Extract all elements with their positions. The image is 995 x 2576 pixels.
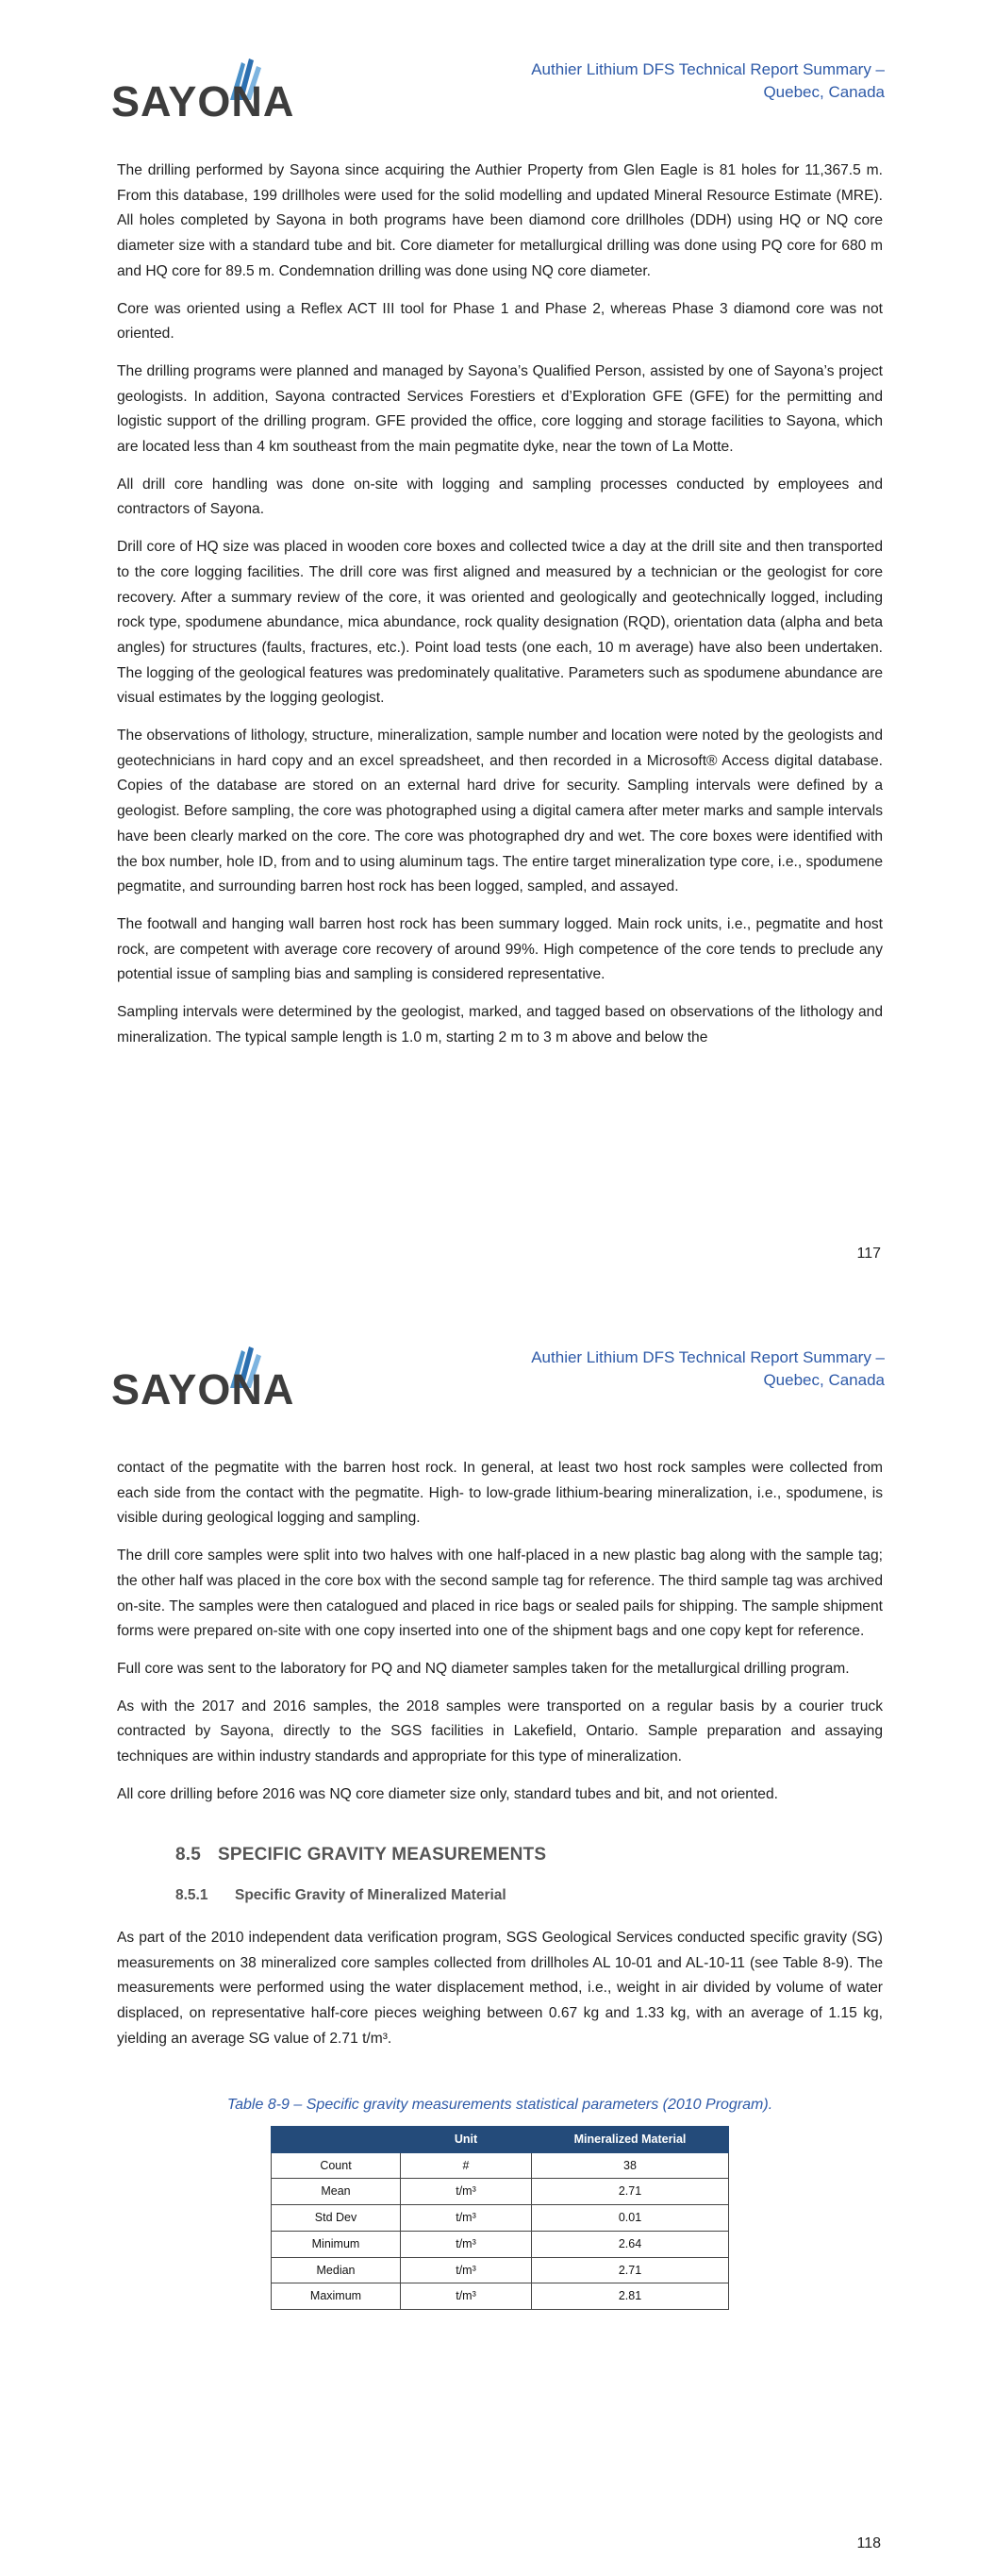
table-cell: Mean bbox=[272, 2179, 401, 2205]
paragraph: The footwall and hanging wall barren host rock has been summary logged. Main rock units, i.e., pegmatite and host rock, are competent with average core recovery of around 99%. High competence of the core tends to preclude any potential issue of sampling bias and sampling is considered representative. bbox=[117, 915, 883, 983]
table-cell: 2.81 bbox=[532, 2283, 729, 2310]
table-cell: t/m³ bbox=[401, 2179, 532, 2205]
table-header-cell: Mineralized Material bbox=[532, 2127, 729, 2153]
table-cell: t/m³ bbox=[401, 2231, 532, 2257]
paragraph: The drill core samples were split into two halves with one half-placed in a new plastic bag along with the sample tag; the other half was placed in the core box with the second sample tag for reference. The third sample tag was archived on-site. The samples were then catalogued and placed in rice bags or sealed pails for shipping. The sample shipment forms were prepared on-site with one copy inserted into one of the shipment bags and one copy kept for reference. bbox=[117, 1547, 883, 1640]
paragraph: As part of the 2010 independent data verification program, SGS Geological Services conducted specific gravity (SG) measurements on 38 mineralized core samples collected from drillholes AL 10-01 and AL-10-11 (see Table 8-9). The measurements were performed using the water displacement method, i.e., weight in air divided by volume of water displaced, on representative half-core pieces weighing between 0.67 kg and 1.33 kg, with an average of 1.15 kg, yielding an average SG value of 2.71 t/m³. bbox=[117, 1929, 883, 2047]
report-title: Authier Lithium DFS Technical Report Summary – Quebec, Canada bbox=[531, 60, 885, 101]
table-caption: Table 8-9 – Specific gravity measurements statistical parameters (2010 Program). bbox=[226, 2097, 773, 2114]
logo-text: SAYONA bbox=[111, 77, 295, 125]
table-cell: Maximum bbox=[272, 2283, 401, 2310]
table-row bbox=[272, 2283, 729, 2310]
table-cell: 2.71 bbox=[532, 2257, 729, 2283]
table-header-cell: Unit bbox=[401, 2127, 532, 2153]
page-body bbox=[117, 1456, 883, 2310]
table-row bbox=[272, 2205, 729, 2232]
paragraph: The drilling performed by Sayona since acquiring the Authier Property from Glen Eagle is 81 holes for 11,367.5 m. From this database, 199 drillholes were used for the solid modelling and updated Mineral Resource Estimate (MRE). All holes completed by Sayona in both programs have been diamond core drillholes (DDH) using HQ or NQ core diameter size with a standard tube and bit. Core diameter for metallurgical drilling was done using PQ core for 680 m and HQ core for 89.5 m. Condemnation drilling was done using NQ core diameter. bbox=[117, 162, 883, 279]
paragraph: All core drilling before 2016 was NQ core diameter size only, standard tubes and bit, and not oriented. bbox=[117, 1785, 778, 1802]
table-cell: Minimum bbox=[272, 2231, 401, 2257]
table-cell: Median bbox=[272, 2257, 401, 2283]
sg-table bbox=[271, 2126, 729, 2310]
paragraph: The observations of lithology, structure, mineralization, sample number and location were noted by the geologists and geotechnicians in hard copy and an excel spreadsheet, and then recorded in a Microsoft® Access digital database. Copies of the database are stored on an external hard drive for security. Sampling intervals were defined by a geologist. Before sampling, the core was photographed using a digital camera after meter marks and sample intervals have been clearly marked on the core. The core was photographed dry and wet. The core boxes were identified with the box number, hole ID, from and to using aluminum tags. The entire target mineralization type core, i.e., spodumene pegmatite, and surrounding barren host rock has been logged, sampled, and assayed. bbox=[117, 728, 883, 895]
subsection-heading: 8.5.1 Specific Gravity of Mineralized Material bbox=[175, 1887, 506, 1904]
table-row bbox=[272, 2152, 729, 2179]
page-number: 118 bbox=[856, 2535, 881, 2551]
paragraph: Drill core of HQ size was placed in wooden core boxes and collected twice a day at the drill site and then transported to the core logging facilities. The drill core was first aligned and measured by a technician or the geologist for core recovery. After a summary review of the core, it was oriented and geologically and geotechnically logged, including rock type, spodumene abundance, mica abundance, rock quality designation (RQD), orientation data (alpha and beta angles) for structures (faults, fractures, etc.). Point load tests (one each, 10 m average) have also been undertaken. The logging of the geological features was predominately qualitative. Parameters such as spodumene abundance are visual estimates by the logging geologist. bbox=[117, 539, 883, 707]
table-cell: 2.64 bbox=[532, 2231, 729, 2257]
page-118 bbox=[0, 1288, 995, 2576]
table-header-cell bbox=[272, 2127, 401, 2153]
page-number: 117 bbox=[856, 1246, 881, 1262]
paragraph: All drill core handling was done on-site with logging and sampling processes conducted by employees and contractors of Sayona. bbox=[117, 476, 883, 518]
table-cell: t/m³ bbox=[401, 2283, 532, 2310]
page-body bbox=[117, 159, 883, 1063]
paragraph: The drilling programs were planned and managed by Sayona’s Qualified Person, assisted by one of Sayona’s project geologists. In addition, Sayona contracted Services Forestiers et d’Exploration GFE (GFE) for the permitting and logistic support of the drilling program. GFE provided the office, core logging and storage facilities to Sayona, which are located less than 4 km southeast from the main pegmatite dyke, near the town of La Motte. bbox=[117, 362, 883, 456]
table-cell: # bbox=[401, 2152, 532, 2179]
table-cell: 0.01 bbox=[532, 2205, 729, 2232]
table-header-row bbox=[272, 2127, 729, 2153]
paragraph: contact of the pegmatite with the barren host rock. In general, at least two host rock samples were collected from each side from the contact with the pegmatite. High- to low-grade lithium-bearing mineralization, i.e., spodumene, is visible during geological logging and sampling. bbox=[117, 1460, 883, 1527]
logo-text: SAYONA bbox=[111, 1365, 295, 1413]
table-cell: 2.71 bbox=[532, 2179, 729, 2205]
report-title: Authier Lithium DFS Technical Report Summary – Quebec, Canada bbox=[531, 1348, 885, 1389]
paragraph: Sampling intervals were determined by the geologist, marked, and tagged based on observations of the lithology and mineralization. The typical sample length is 1.0 m, starting 2 m to 3 m above and below the bbox=[117, 1004, 883, 1045]
paragraph: Full core was sent to the laboratory for PQ and NQ diameter samples taken for the metallurgical drilling program. bbox=[117, 1660, 850, 1677]
paragraph: Core was oriented using a Reflex ACT III tool for Phase 1 and Phase 2, whereas Phase 3 diamond core was not oriented. bbox=[117, 300, 883, 343]
sayona-logo bbox=[111, 55, 295, 125]
table-row bbox=[272, 2179, 729, 2205]
table-row bbox=[272, 2257, 729, 2283]
table-cell: 38 bbox=[532, 2152, 729, 2179]
section-heading: 8.5 SPECIFIC GRAVITY MEASUREMENTS bbox=[175, 1845, 547, 1865]
table-cell: Count bbox=[272, 2152, 401, 2179]
table-cell: Std Dev bbox=[272, 2205, 401, 2232]
table-cell: t/m³ bbox=[401, 2205, 532, 2232]
table-cell: t/m³ bbox=[401, 2257, 532, 2283]
paragraph: As with the 2017 and 2016 samples, the 2018 samples were transported on a regular basis by a courier truck contracted by Sayona, directly to the SGS facilities in Lakefield, Ontario. Sample preparation and assaying techniques are within industry standards and appropriate for this type of mineralization. bbox=[117, 1698, 883, 1765]
table-row bbox=[272, 2231, 729, 2257]
sayona-logo bbox=[111, 1343, 295, 1413]
